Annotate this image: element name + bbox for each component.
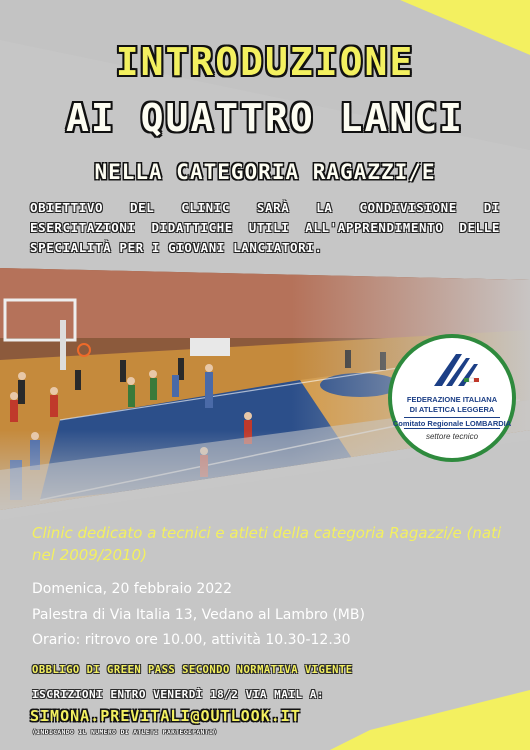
title-line-1: INTRODUZIONE [115, 40, 415, 84]
event-time: Orario: ritrovo ore 10.00, attività 10.30-12.30 [32, 632, 351, 648]
clinic-description: Clinic dedicato a tecnici e atleti della categoria Ragazzi/e (nati nel 2009/2010) [32, 524, 502, 564]
subscription-note: (INDICANDO IL NUMERO DI ATLETI PARTECIPANTI) [32, 728, 218, 736]
subscription-info: ISCRIZIONI ENTRO VENERDÌ 18/2 VIA MAIL A: [32, 688, 325, 701]
fidal-logo-mark-icon [432, 350, 482, 390]
logo-line-1: FEDERAZIONE ITALIANA [406, 395, 498, 404]
logo-line-3: Comitato Regionale LOMBARDIA [392, 419, 512, 428]
event-date: Domenica, 20 febbraio 2022 [32, 581, 232, 597]
subtitle: NELLA CATEGORIA RAGAZZI/E [94, 160, 436, 184]
event-place: Palestra di Via Italia 13, Vedano al Lambro (MB) [32, 607, 365, 623]
objective-text: OBIETTIVO DEL CLINIC SARÀ LA CONDIVISIONE DI ESERCITAZIONI DIDATTICHE UTILI ALL'APPRENDIMENTO DELLE SPECIALITÀ PER I GIOVANI LANCIATORI. [30, 200, 500, 255]
contact-email-link[interactable]: SIMONA.PREVITALI@OUTLOOK.IT [30, 707, 301, 725]
title-line-2: AI QUATTRO LANCI [65, 96, 465, 140]
logo-line-2: DI ATLETICA LEGGERA [409, 405, 495, 414]
logo-line-4: settore tecnico [425, 432, 479, 441]
green-pass-notice: OBBLIGO DI GREEN PASS SECONDO NORMATIVA VIGENTE [32, 664, 353, 676]
